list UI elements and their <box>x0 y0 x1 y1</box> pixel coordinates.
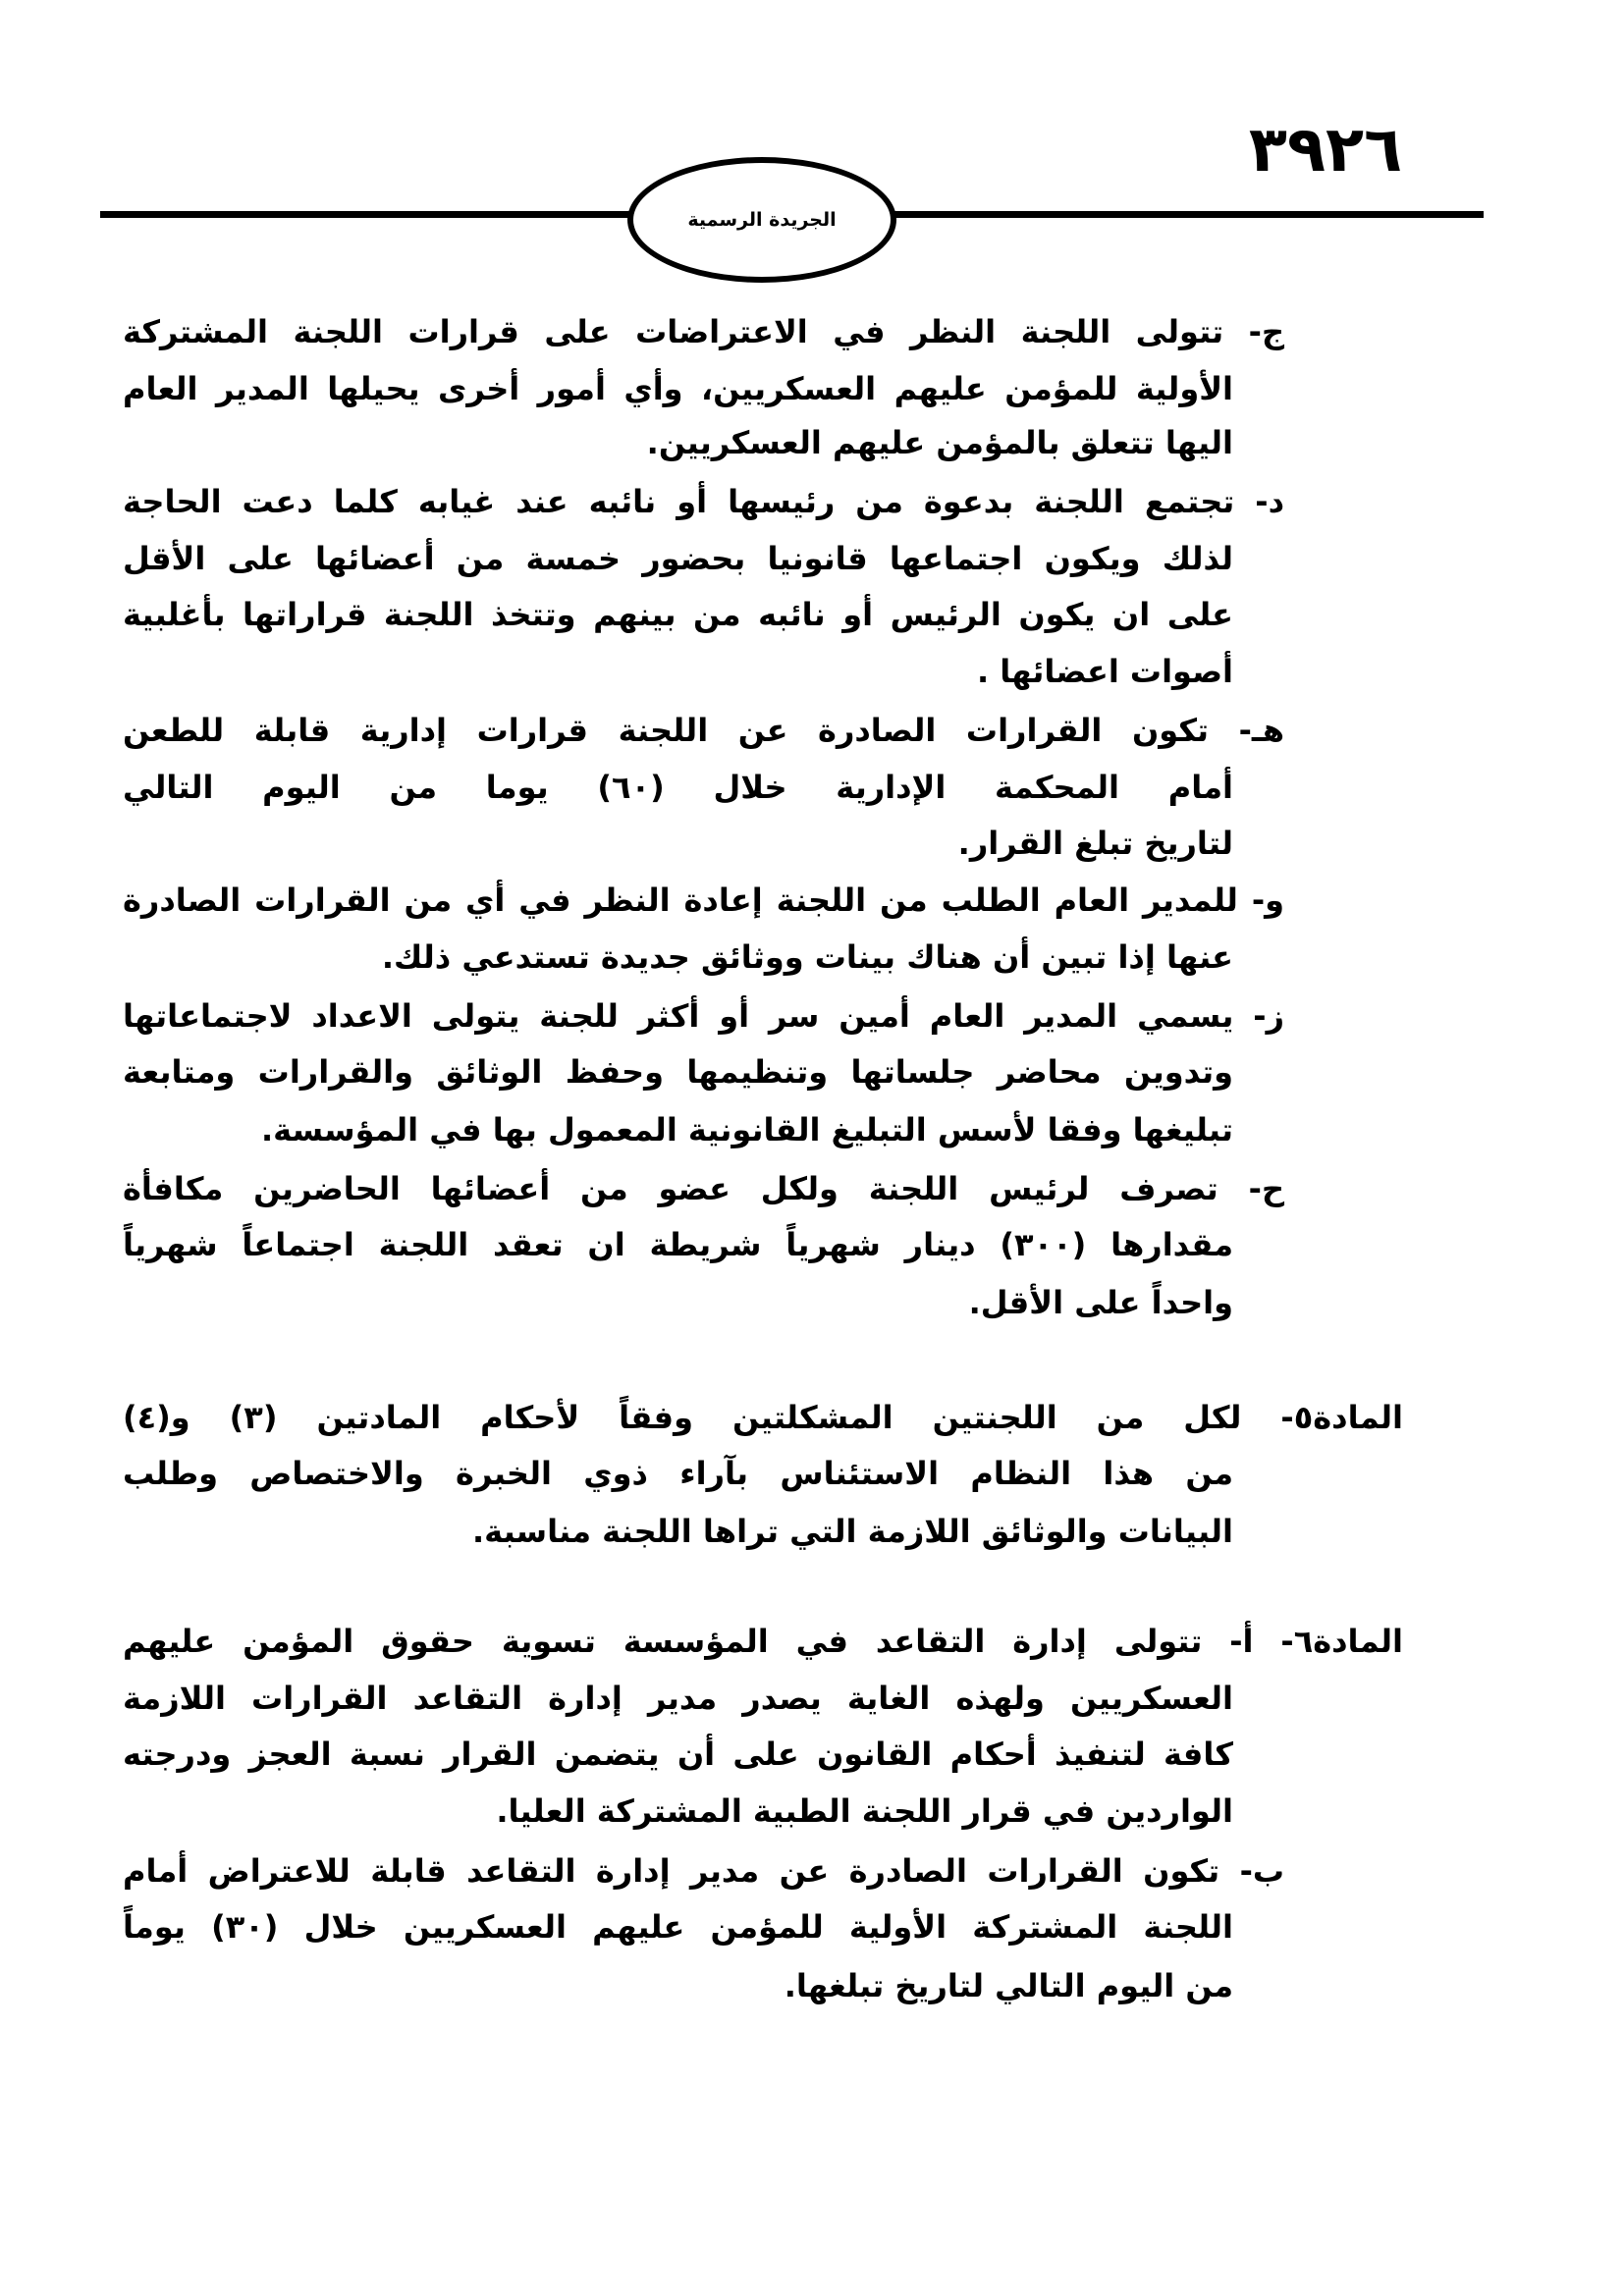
gazette-label: الجريدة الرسمية <box>687 209 837 231</box>
clause-z-line: تبليغها وفقا لأسس التبليغ القانونية المعمول بها في المؤسسة. <box>261 1111 1233 1148</box>
clause-j-line: ج- تتولى اللجنة النظر في الاعتراضات على قرارات اللجنة المشتركة <box>123 313 1284 350</box>
clause-d-line: أصوات اعضائها . <box>976 653 1233 690</box>
article-5-line: من هذا النظام الاستئناس بآراء ذوي الخبرة والاختصاص وطلب <box>123 1455 1233 1492</box>
clause-d-line: د- تجتمع اللجنة بدعوة من رئيسها أو نائبه عند غيابه كلما دعت الحاجة <box>123 483 1284 520</box>
article-6a-line: كافة لتنفيذ أحكام القانون على أن يتضمن القرار نسبة العجز ودرجته <box>123 1735 1233 1773</box>
clause-j-line: اليها تتعلق بالمؤمن عليهم العسكريين. <box>646 424 1233 461</box>
clause-h-line: هـ- تكون القرارات الصادرة عن اللجنة قرارات إدارية قابلة للطعن <box>123 712 1284 749</box>
article-6a-line: الواردين في قرار اللجنة الطبية المشتركة العليا. <box>496 1792 1233 1830</box>
clause-ha-line: واحداً على الأقل. <box>968 1284 1233 1321</box>
page-number: ٣٩٢٦ <box>1248 114 1403 187</box>
article-6a-line: المادة٦- أ- تتولى إدارة التقاعد في المؤسسة تسوية حقوق المؤمن عليهم <box>123 1623 1403 1660</box>
clause-z-line: وتدوين محاضر جلساتها وتنظيمها وحفظ الوثائق والقرارات ومتابعة <box>123 1053 1233 1091</box>
clause-j-line: الأولية للمؤمن عليهم العسكريين، وأي أمور أخرى يحيلها المدير العام <box>123 370 1233 407</box>
clause-h-line: لتاريخ تبلغ القرار. <box>957 825 1233 862</box>
clause-z-line: ز- يسمي المدير العام أمين سر أو أكثر للجنة يتولى الاعداد لاجتماعاتها <box>123 997 1284 1035</box>
clause-d-line: على ان يكون الرئيس أو نائبه من بينهم وتتخذ اللجنة قراراتها بأغلبية <box>123 596 1233 633</box>
clause-d-line: لذلك ويكون اجتماعها قانونيا بحضور خمسة من أعضائها على الأقل <box>123 540 1233 577</box>
gazette-emblem <box>627 157 896 283</box>
article-5-line: البيانات والوثائق اللازمة التي تراها اللجنة مناسبة. <box>472 1513 1233 1550</box>
article-6b-line: اللجنة المشتركة الأولية للمؤمن عليهم العسكريين خلال (٣٠) يوماً <box>123 1908 1234 1946</box>
article-6b-line: من اليوم التالي لتاريخ تبلغها. <box>784 1967 1233 2004</box>
article-6a-line: العسكريين ولهذه الغاية يصدر مدير إدارة التقاعد القرارات اللازمة <box>123 1680 1233 1717</box>
clause-w-line: عنها إذا تبين أن هناك بينات ووثائق جديدة تستدعي ذلك. <box>381 938 1233 976</box>
article-6b-line: ب- تكون القرارات الصادرة عن مدير إدارة التقاعد قابلة للاعتراض أمام <box>123 1852 1284 1890</box>
article-5-line: المادة٥- لكل من اللجنتين المشكلتين وفقاً لأحكام المادتين (٣) و(٤) <box>123 1399 1404 1436</box>
clause-ha-line: ح- تصرف لرئيس اللجنة ولكل عضو من أعضائها الحاضرين مكافأة <box>123 1170 1284 1207</box>
clause-ha-line: مقدارها (٣٠٠) دينار شهرياً شريطة ان تعقد اللجنة اجتماعاً شهرياً <box>123 1226 1234 1263</box>
clause-h-line: أمام المحكمة الإدارية خلال (٦٠) يوما من اليوم التالي <box>123 769 1233 806</box>
clause-w-line: و- للمدير العام الطلب من اللجنة إعادة النظر في أي من القرارات الصادرة <box>123 881 1284 919</box>
